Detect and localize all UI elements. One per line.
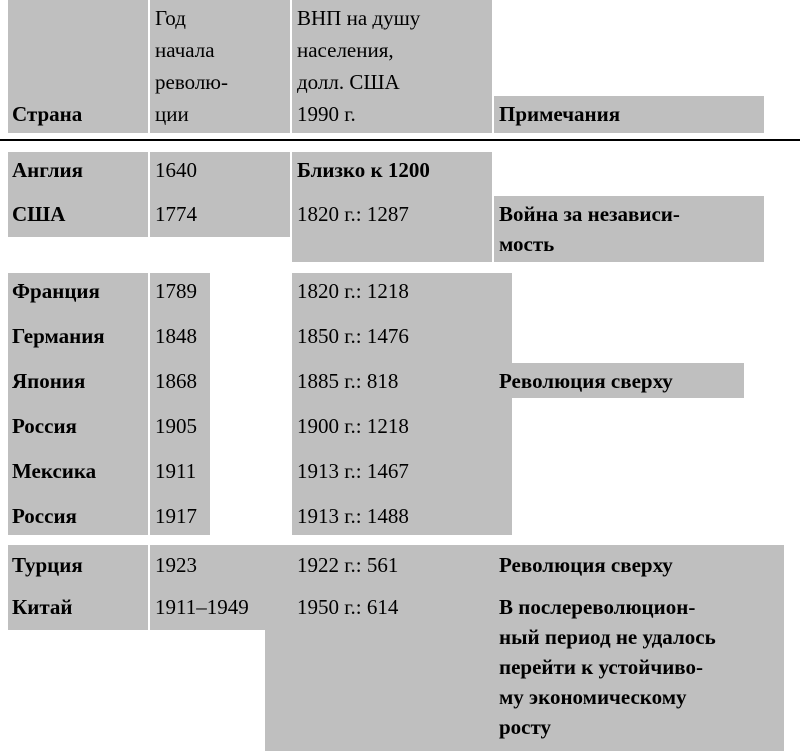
table-row-country: Россия [12,504,77,528]
table-row-year: 1923 [155,553,197,577]
table-row-year: 1848 [155,324,197,348]
table-row-gnp: 1820 г.: 1218 [297,279,409,303]
header-year-line3: револю- [155,70,228,94]
header-year-line1: Год [155,6,186,30]
table-row-gnp: 1820 г.: 1287 [297,202,409,226]
header-country: Страна [12,102,83,126]
table-row-gnp: 1913 г.: 1488 [297,504,409,528]
table-row-notes: Революция сверху [499,369,673,393]
table-row-country: Германия [12,324,105,348]
table-row-notes-line3: перейти к устойчиво- [499,655,703,679]
table-row-notes-line2: мость [499,232,555,256]
table-row-country: Турция [12,553,83,577]
table-row-notes: Революция сверху [499,553,673,577]
table-row-gnp: 1950 г.: 614 [297,595,399,619]
table-row-gnp: 1885 г.: 818 [297,369,399,393]
table-row-country: Мексика [12,459,97,483]
group2-highlight-gnp [292,273,512,535]
table-row-country: Россия [12,414,77,438]
header-gnp-line1: ВНП на душу [297,6,421,30]
table-row-country: Китай [12,595,73,619]
header-notes: Примечания [499,102,621,126]
table-row-gnp: 1913 г.: 1467 [297,459,409,483]
group2-highlight-year [150,273,210,535]
header-year-line4: ции [155,102,189,126]
table-row-year: 1789 [155,279,197,303]
table-row-year: 1868 [155,369,197,393]
table-row-notes-line2: ный период не удалось [499,625,716,649]
header-rule [0,139,800,141]
table-row-gnp: 1900 г.: 1218 [297,414,409,438]
group2-highlight-country [8,273,148,535]
table-row-notes-line5: росту [499,715,552,739]
table-row-gnp: 1850 г.: 1476 [297,324,409,348]
table-row-year: 1917 [155,504,197,528]
table-row-country: Япония [12,369,86,393]
table-row-gnp: Близко к 1200 [297,158,430,182]
table-row-country: Франция [12,279,100,303]
table-row-notes-line4: му экономическому [499,685,687,709]
table-row-year: 1774 [155,202,197,226]
table-row-notes-line1: Война за независи- [499,202,680,226]
table-row-year: 1911 [155,459,197,483]
table-row-year: 1911–1949 [155,595,249,619]
header-gnp-line2: населения, [297,38,394,62]
header-year-line2: начала [155,38,215,62]
header-gnp-line4: 1990 г. [297,102,356,126]
table-row-country: США [12,202,66,226]
table-row-year: 1905 [155,414,197,438]
header-gnp-line3: долл. США [297,70,400,94]
table-row-notes-line1: В послереволюцион- [499,595,696,619]
table-row-gnp: 1922 г.: 561 [297,553,399,577]
table-row-country: Англия [12,158,83,182]
table-row-year: 1640 [155,158,197,182]
